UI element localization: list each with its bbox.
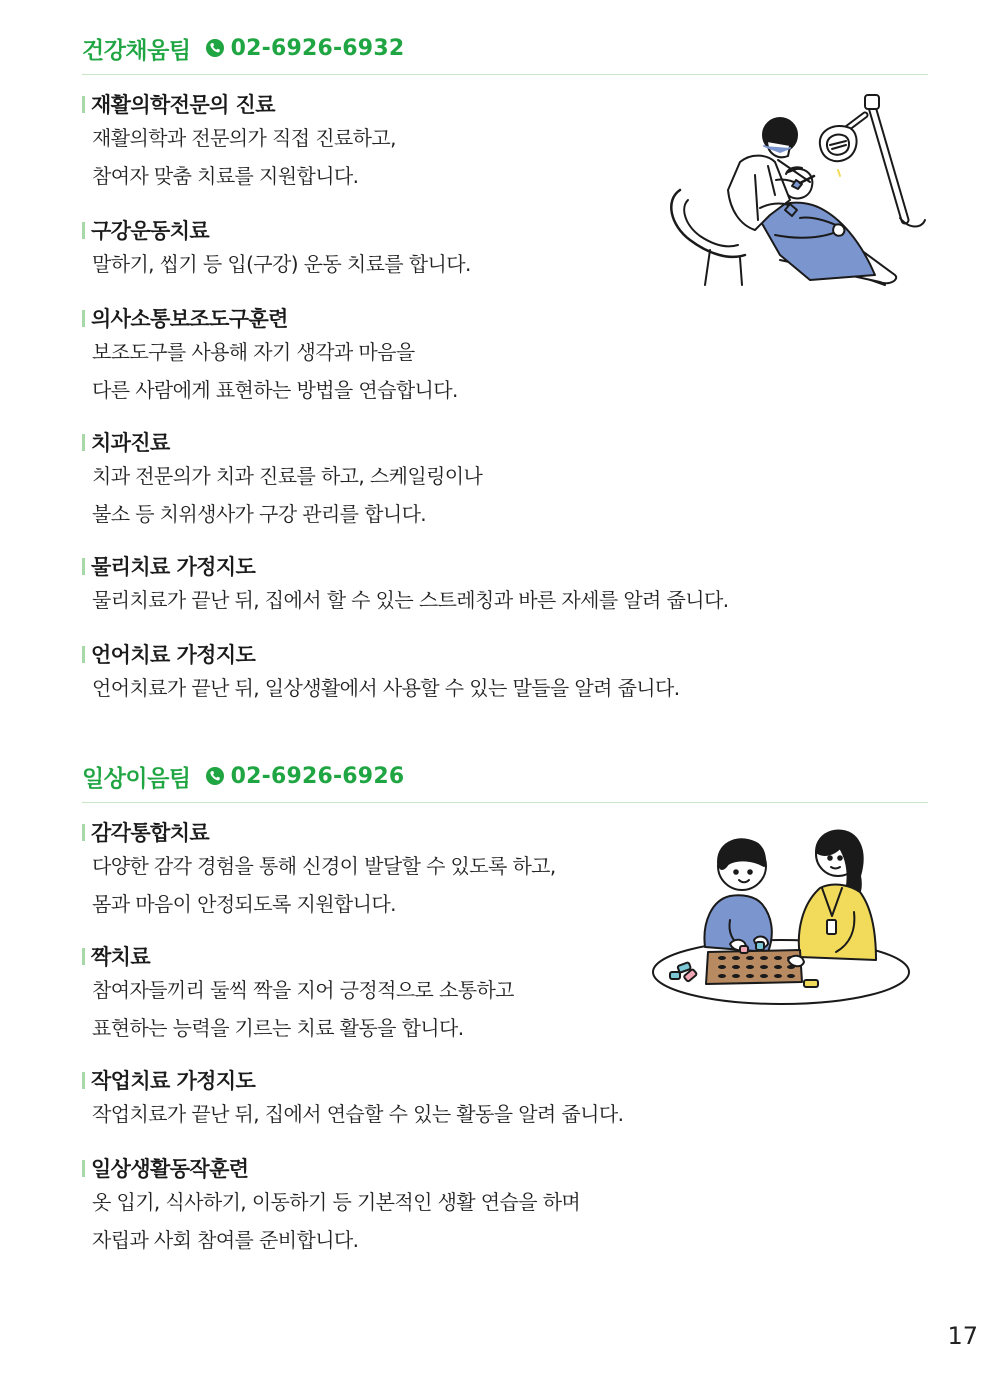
item-title: 물리치료 가정지도 xyxy=(82,551,928,581)
item-description: 보조도구를 사용해 자기 생각과 마음을 다른 사람에게 표현하는 방법을 연습합니다. xyxy=(92,340,458,402)
list-item xyxy=(82,303,928,409)
item-description: 물리치료가 끝난 뒤, 집에서 할 수 있는 스트레칭과 바른 자세를 알려 줍니다. xyxy=(92,588,729,612)
list-item xyxy=(82,551,928,619)
list-item xyxy=(82,427,928,533)
item-title: 치과진료 xyxy=(82,427,928,457)
section-health-team xyxy=(82,28,928,700)
section-header xyxy=(82,756,928,803)
phone-icon xyxy=(205,38,225,58)
team-phone[interactable]: 02-6926-6926 xyxy=(230,763,405,789)
page-number: 17 xyxy=(947,1322,978,1350)
item-title: 의사소통보조도구훈련 xyxy=(82,303,928,333)
list-item xyxy=(82,1153,928,1259)
team-name: 건강채움팀 xyxy=(82,37,191,64)
item-description: 치과 전문의가 치과 진료를 하고, 스케일링이나 불소 등 치위생사가 구강 관리를 합니다. xyxy=(92,464,483,526)
section-daily-life-team xyxy=(82,756,928,1252)
item-description: 말하기, 씹기 등 입(구강) 운동 치료를 합니다. xyxy=(92,252,471,276)
item-description: 재활의학과 전문의가 직접 진료하고, 참여자 맞춤 치료를 지원합니다. xyxy=(92,126,396,188)
list-item xyxy=(82,639,928,707)
team-name: 일상이음팀 xyxy=(82,765,191,792)
item-description: 언어치료가 끝난 뒤, 일상생활에서 사용할 수 있는 말들을 알려 줍니다. xyxy=(92,676,680,700)
dental-care-illustration xyxy=(660,90,930,290)
item-title: 감각통합치료 xyxy=(82,817,928,847)
item-title: 언어치료 가정지도 xyxy=(82,639,928,669)
team-phone[interactable]: 02-6926-6932 xyxy=(230,35,405,61)
item-description: 옷 입기, 식사하기, 이동하기 등 기본적인 생활 연습을 하며 자립과 사회 참여를 준비합니다. xyxy=(92,1190,581,1252)
item-title: 일상생활동작훈련 xyxy=(82,1153,928,1183)
item-title: 구강운동치료 xyxy=(82,215,928,245)
item-description: 참여자들끼리 둘씩 짝을 지어 긍정적으로 소통하고 표현하는 능력을 기르는 치료 활동을 합니다. xyxy=(92,978,514,1040)
item-title: 작업치료 가정지도 xyxy=(82,1065,928,1095)
item-description: 다양한 감각 경험을 통해 신경이 발달할 수 있도록 하고, 몸과 마음이 안정되도록 지원합니다. xyxy=(92,854,556,916)
item-title: 짝치료 xyxy=(82,941,928,971)
item-description: 작업치료가 끝난 뒤, 집에서 연습할 수 있는 활동을 알려 줍니다. xyxy=(92,1102,624,1126)
list-item xyxy=(82,1065,928,1133)
item-title: 재활의학전문의 진료 xyxy=(82,89,928,119)
section-header xyxy=(82,28,928,75)
peg-board-therapy-illustration xyxy=(650,822,912,1012)
phone-icon xyxy=(205,766,225,786)
